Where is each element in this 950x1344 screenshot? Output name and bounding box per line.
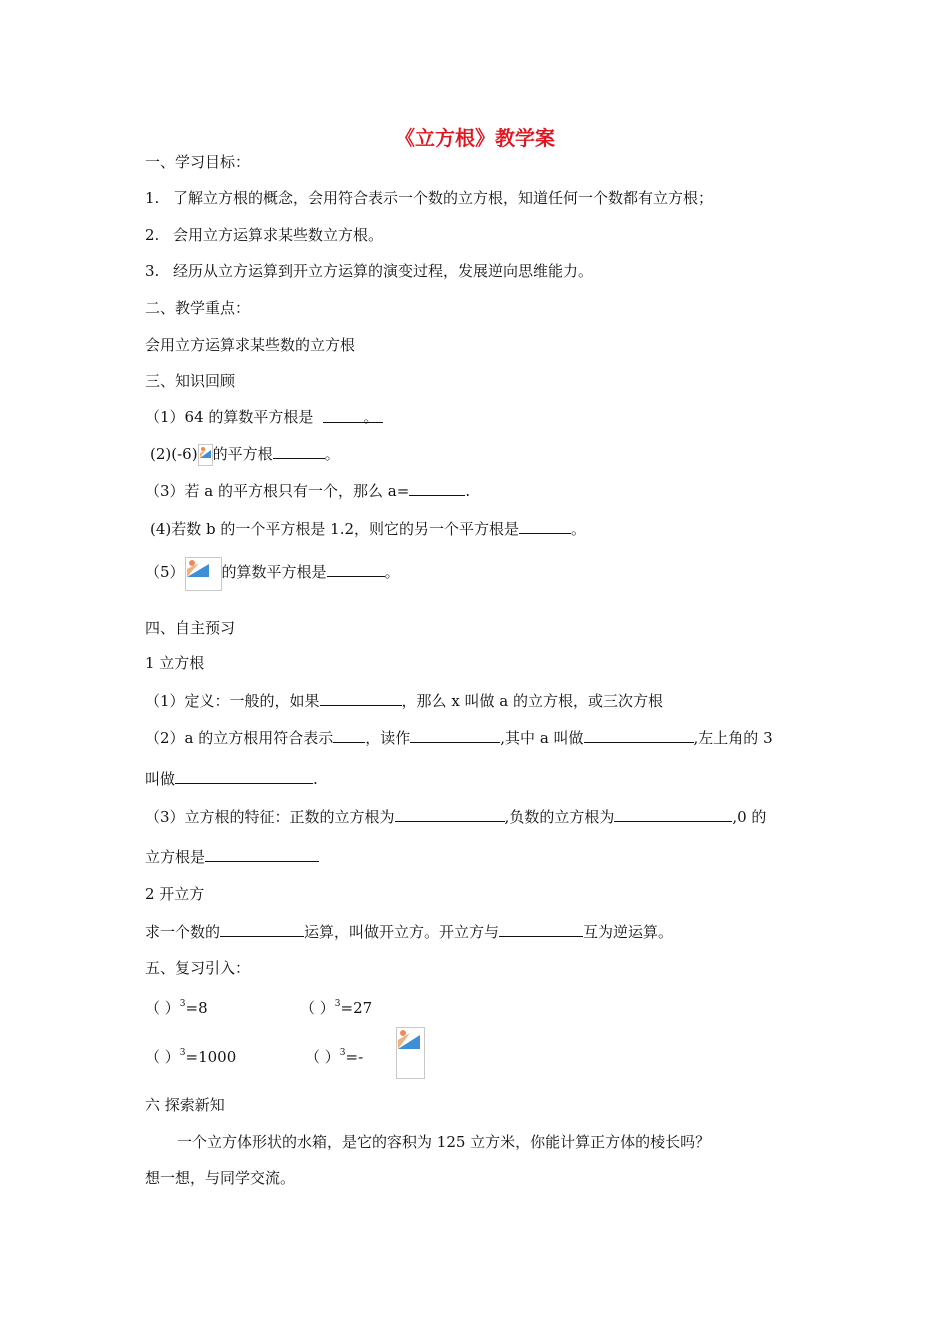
item-number: 2. <box>145 226 160 244</box>
answer-blank <box>333 727 365 743</box>
question-text: （3）若 a 的平方根只有一个，那么 a= <box>145 482 410 500</box>
review-question-5: （5） 的算数平方根是 。 <box>145 555 400 591</box>
subsection-heading: 2 开立方 <box>145 885 205 903</box>
answer-blank <box>327 561 385 577</box>
broken-image-icon <box>185 557 222 591</box>
answer-blank <box>409 480 465 496</box>
review-question-4: (4)若数 b 的一个平方根是 1.2，则它的另一个平方根是 。 <box>150 520 587 538</box>
answer-blank <box>499 921 583 937</box>
question-text: (4)若数 b 的一个平方根是 1.2，则它的另一个平方根是 <box>150 520 520 538</box>
answer-blank: 。 <box>323 407 383 423</box>
item-number: 1. <box>145 189 160 207</box>
section-3-heading: 三、知识回顾 <box>145 372 236 390</box>
section-5-heading: 五、复习引入： <box>145 959 251 977</box>
review-question-1 <box>145 407 383 427</box>
question-text: (2)(-6) <box>150 445 198 463</box>
list-item <box>145 188 713 208</box>
page-title: 《立方根》教学案 <box>395 126 555 150</box>
answer-blank <box>273 443 325 459</box>
answer-blank <box>175 768 313 784</box>
question-text: 的算数平方根是 <box>221 563 327 581</box>
answer-blank <box>519 518 571 534</box>
answer-blank <box>410 727 500 743</box>
review-question-2: (2)(-6) 的平方根 。 <box>150 443 340 466</box>
item-text: 了解立方根的概念，会用符合表示一个数的立方根，知道任何一个数都有立方根； <box>173 189 714 207</box>
item-text: 经历从立方运算到开立方运算的演变过程，发展逆向思维能力。 <box>173 262 594 280</box>
list-item <box>145 261 593 281</box>
exercise-cube-fraction: （ ）$^3$=- <box>305 1048 364 1066</box>
item-number: 3. <box>145 262 160 280</box>
section-2-text: 会用立方运算求某些数的立方根 <box>145 336 356 354</box>
answer-blank <box>584 727 694 743</box>
question-text: 的平方根 <box>212 445 273 463</box>
broken-image-icon <box>198 444 213 466</box>
answer-blank <box>205 846 319 862</box>
section-2-heading: 二、教学重点： <box>145 299 251 317</box>
definition-line-4: 求一个数的 运算，叫做开立方。开立方与 互为逆运算。 <box>145 923 674 941</box>
paragraph: 想一想，与同学交流。 <box>145 1169 296 1187</box>
definition-line-2: （2）a 的立方根用符合表示 ，读作 ,其中 a 叫做 ,左上角的 3 <box>145 729 773 747</box>
definition-line-3b: 立方根是 <box>145 846 319 867</box>
definition-line-3: （3）立方根的特征：正数的立方根为 ,负数的立方根为 ,0 的 <box>145 808 767 826</box>
exercise-cube-1000: （ ）$^3$=1000 <box>145 1048 237 1066</box>
answer-blank <box>320 690 402 706</box>
broken-image-icon <box>396 1027 425 1079</box>
answer-blank <box>395 806 505 822</box>
list-item <box>145 225 383 245</box>
review-question-3: （3）若 a 的平方根只有一个，那么 a= . <box>145 482 471 500</box>
exercise-cube-27: （ ）$^3$=27 <box>300 999 373 1017</box>
answer-blank <box>614 806 732 822</box>
exercise-cube-8: （ ）$^3$=8 <box>145 999 208 1017</box>
item-text: 会用立方运算求某些数立方根。 <box>173 226 384 244</box>
section-6-heading: 六 探索新知 <box>145 1096 225 1114</box>
section-4-heading: 四、自主预习 <box>145 619 236 637</box>
answer-blank <box>220 921 304 937</box>
question-text: （1）64 的算数平方根是 <box>145 408 314 426</box>
definition-line-2b: 叫做 . <box>145 770 318 788</box>
section-1-heading: 一、学习目标： <box>145 153 251 171</box>
paragraph: 一个立方体形状的水箱，是它的容积为 125 立方米，你能计算正方体的棱长吗？ <box>177 1133 711 1151</box>
subsection-heading: 1 立方根 <box>145 654 205 672</box>
definition-line-1: （1）定义：一般的，如果 ，那么 x 叫做 a 的立方根，或三次方根 <box>145 692 664 710</box>
question-text: （5） <box>145 563 185 581</box>
